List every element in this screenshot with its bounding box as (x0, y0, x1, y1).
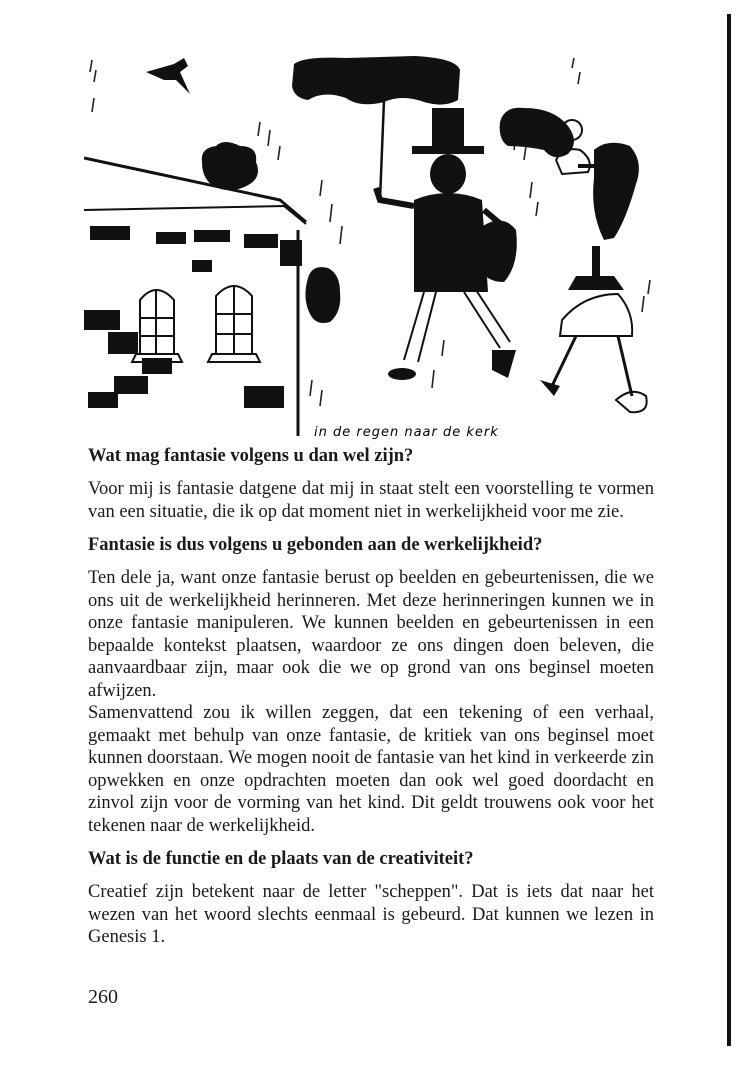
section-heading: Wat is de functie en de plaats van de creativiteit? (88, 849, 474, 869)
house-bricks (84, 226, 302, 408)
paragraph: Ten dele ja, want onze fantasie berust op beelden en gebeurtenissen, die we ons uit de werkelijkheid herinneren. Met deze herinneringen kunnen we in onze fantasie manipuleren. We kunnen beelden en gebeurtenissen in een bepaalde kontekst plaatsen, waardoor ze ons dingen doen beleven, die aanvaardbaar zijn, maar ook die we op grond van ons beginsel moeten afwijzen. (88, 568, 654, 701)
drawing-caption: in de regen naar de kerk (314, 425, 499, 440)
section-heading: Wat mag fantasie volgens u dan wel zijn? (88, 446, 414, 466)
girl-figure (500, 108, 647, 412)
page-number: 260 (88, 986, 118, 1008)
bush-icon (305, 267, 340, 323)
section-heading: Fantasie is dus volgens u gebonden aan de werkelijkheid? (88, 535, 543, 555)
bird-icon (146, 58, 190, 94)
paragraph: Creatief zijn betekent naar de letter "scheppen". Dat is iets dat naar het wezen van het woord slechts eenmaal is gebeurd. Dat kunnen we lezen in Genesis 1. (88, 882, 654, 947)
paragraph: Voor mij is fantasie datgene dat mij in staat stelt een voorstelling te vormen van een situatie, die ik op dat moment niet in werkelijkheid voor me zie. (88, 479, 654, 522)
rain-to-church-drawing (84, 50, 654, 440)
scan-edge (727, 14, 731, 1046)
article-body (88, 444, 654, 959)
umbrella-icon (292, 56, 460, 105)
paragraph: Samenvattend zou ik willen zeggen, dat een tekening of een verhaal, gemaakt met behulp van onze fantasie, de kritiek van ons beginsel moet kunnen doorstaan. We mogen nooit de fantasie van het kind in verkeerde zin opwekken en onze opdrachten moeten dan ook wel goed doordacht en zinvol zijn voor de vorming van het kind. Dit geldt trouwens ook voor het tekenen naar de werkelijkheid. (88, 703, 654, 836)
church-windows (132, 286, 260, 362)
tree-icon (202, 142, 258, 190)
child-drawing-illustration (84, 50, 654, 440)
man-figure (376, 108, 517, 380)
